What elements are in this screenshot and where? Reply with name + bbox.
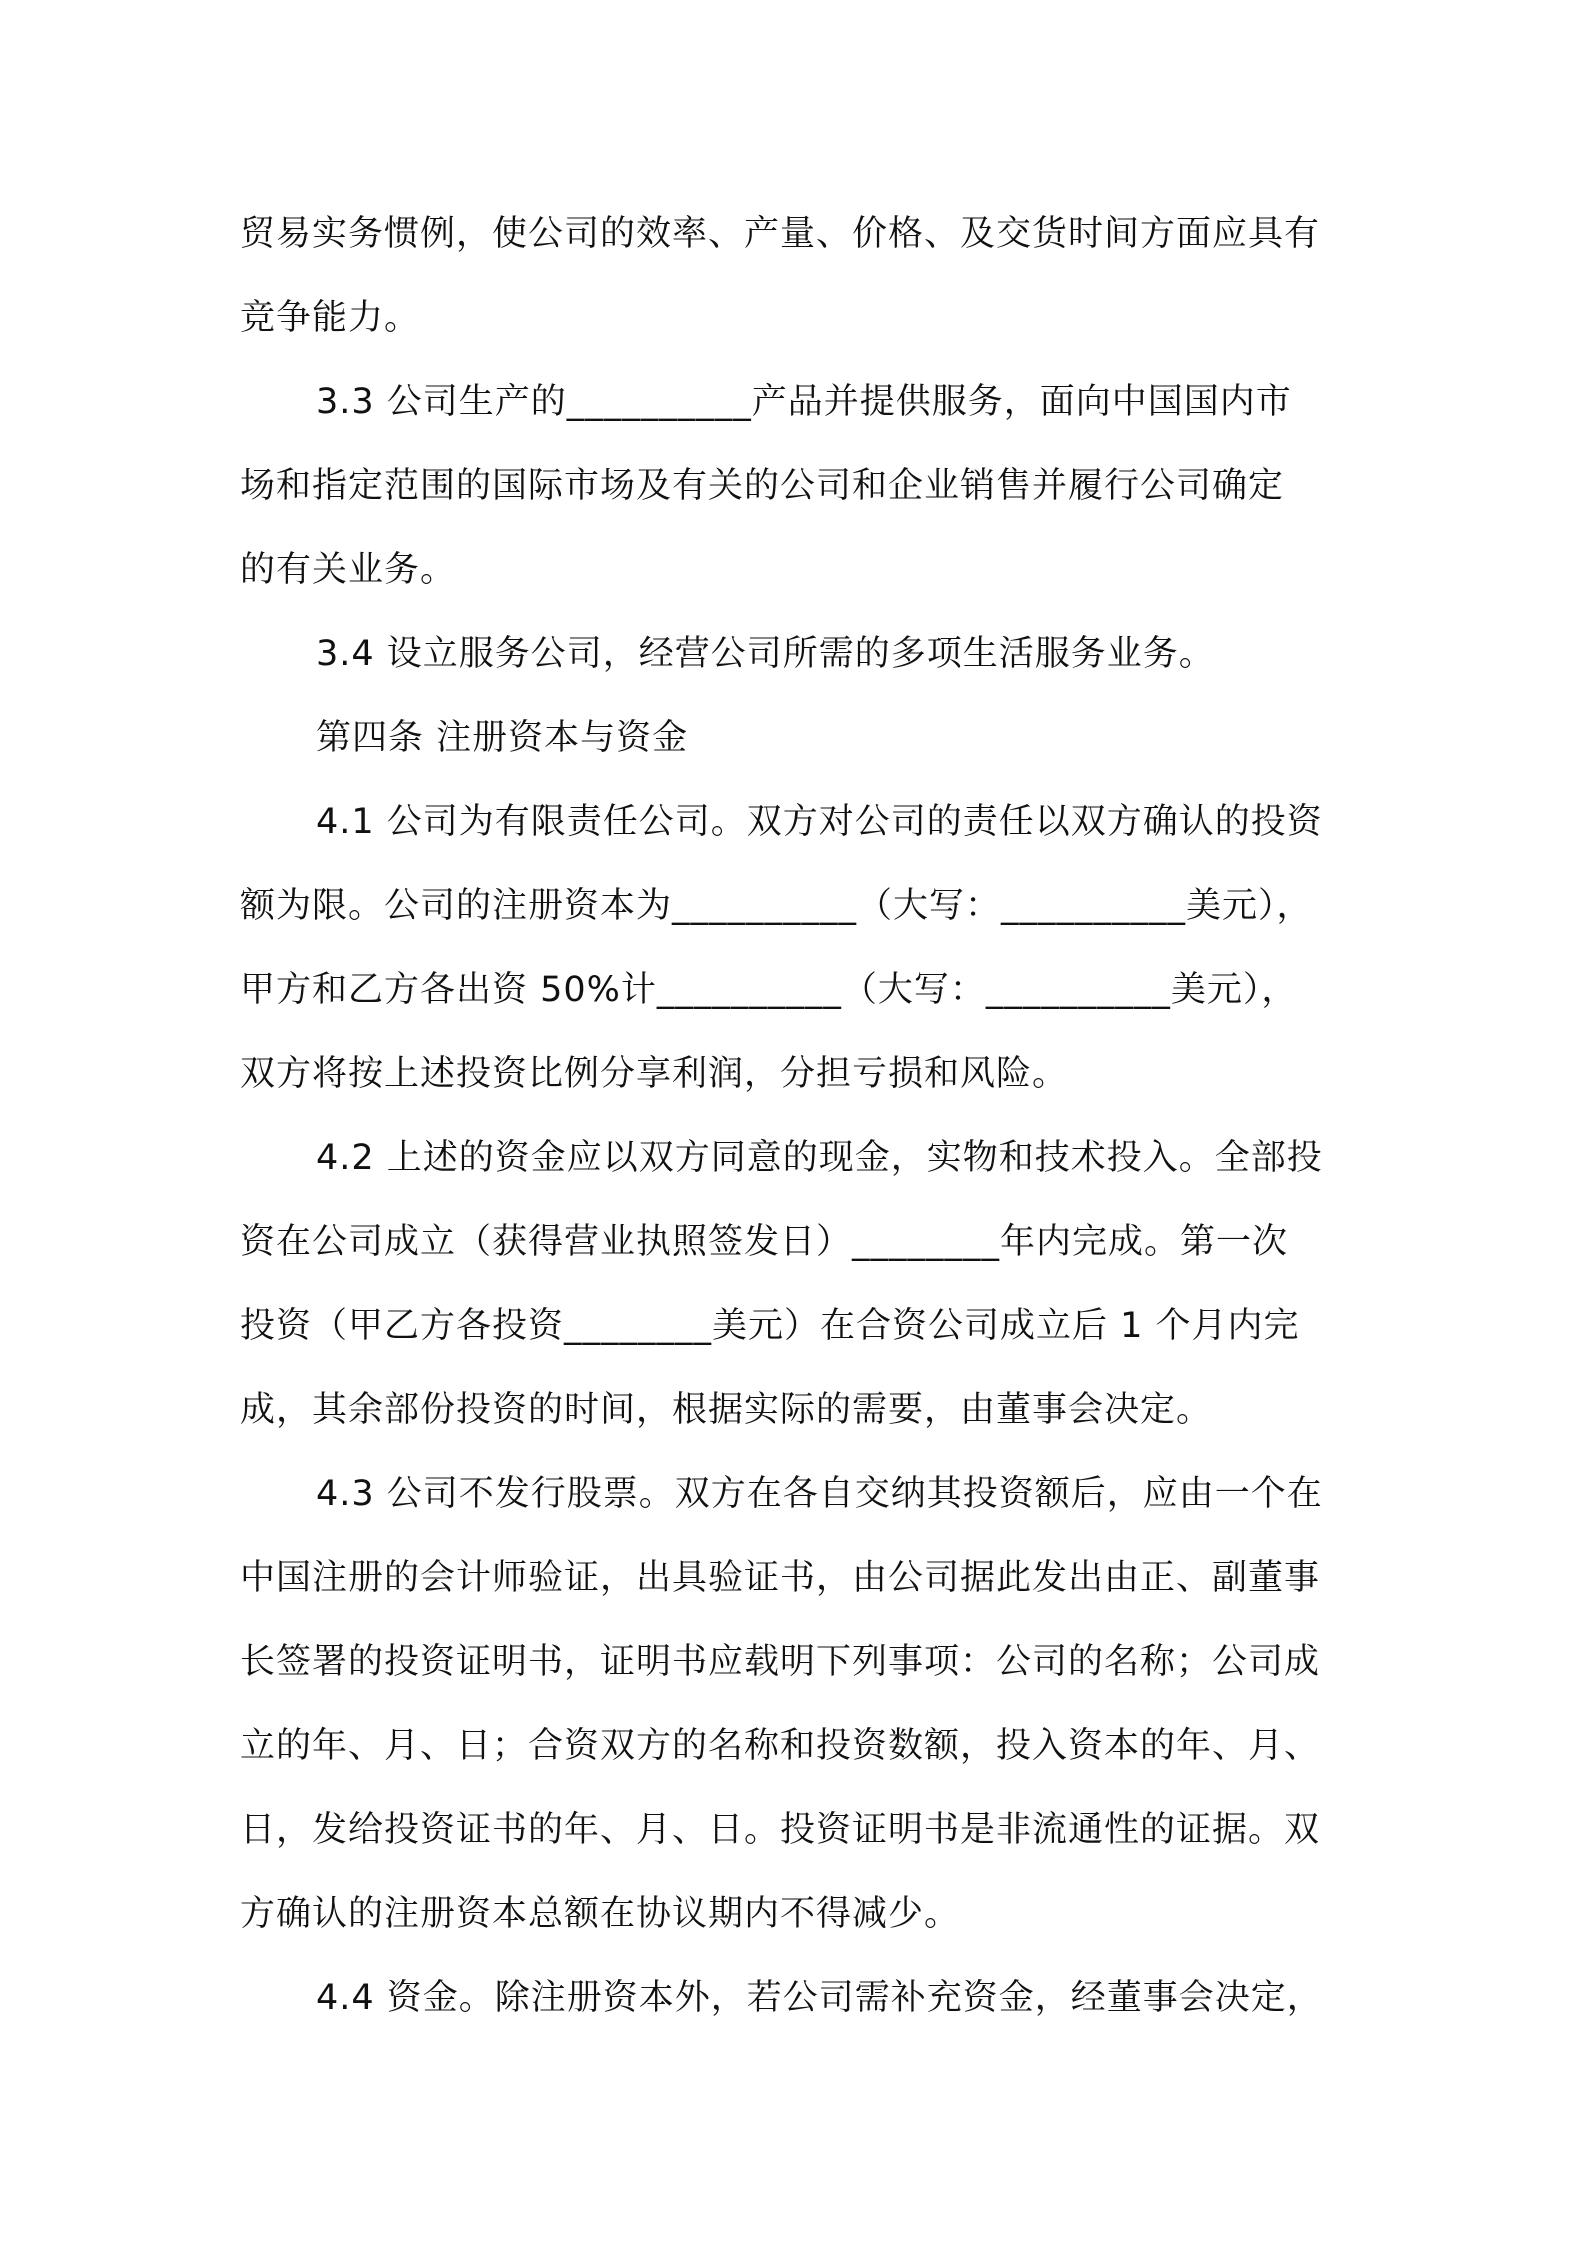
paragraph-p-4-1 [240,780,1360,1116]
paragraph-p-4-4 [240,1956,1360,2040]
text-line: 的有关业务。 [240,550,457,590]
text-line: 成，其余部份投资的时间，根据实际的需要，由董事会决定。 [240,1390,1213,1430]
text-line: 双方将按上述投资比例分享利润，分担亏损和风险。 [240,1054,1069,1094]
text-line: 立的年、月、日；合资双方的名称和投资数额，投入资本的年、月、 [240,1726,1321,1766]
text-line: 第四条 注册资本与资金 [316,718,689,758]
paragraph-p-3-3 [240,360,1360,612]
text-line: 3.3 公司生产的__________产品并提供服务，面向中国国内市 [316,382,1292,422]
text-line: 额为限。公司的注册资本为__________（大写：__________美元）， [240,886,1313,926]
text-line: 4.1 公司为有限责任公司。双方对公司的责任以双方确认的投资 [316,802,1323,842]
text-line: 资在公司成立（获得营业执照签发日）________年内完成。第一次 [240,1222,1289,1262]
text-line: 方确认的注册资本总额在协议期内不得减少。 [240,1894,961,1934]
document-body [240,192,1360,2040]
text-line: 中国注册的会计师验证，出具验证书，由公司据此发出由正、副董事 [240,1558,1321,1598]
text-line: 3.4 设立服务公司，经营公司所需的多项生活服务业务。 [316,634,1215,674]
text-line: 甲方和乙方各出资 50%计__________（大写：__________美元）， [240,970,1298,1010]
paragraph-p-3-4 [240,612,1360,696]
text-line: 竞争能力。 [240,298,421,338]
text-line: 长签署的投资证明书，证明书应载明下列事项：公司的名称；公司成 [240,1642,1321,1682]
text-line: 4.4 资金。除注册资本外，若公司需补充资金，经董事会决定， [316,1978,1323,2018]
text-line: 投资（甲乙方各投资________美元）在合资公司成立后 1 个月内完 [240,1306,1300,1346]
text-line: 日，发给投资证书的年、月、日。投资证明书是非流通性的证据。双 [240,1810,1321,1850]
paragraph-p-article-4 [240,696,1360,780]
paragraph-p-3-2-cont [240,192,1360,360]
text-line: 场和指定范围的国际市场及有关的公司和企业销售并履行公司确定 [240,466,1285,506]
paragraph-p-4-3 [240,1452,1360,1956]
text-line: 4.3 公司不发行股票。双方在各自交纳其投资额后，应由一个在 [316,1474,1323,1514]
paragraph-p-4-2 [240,1116,1360,1452]
text-line: 4.2 上述的资金应以双方同意的现金，实物和技术投入。全部投 [316,1138,1323,1178]
text-line: 贸易实务惯例，使公司的效率、产量、价格、及交货时间方面应具有 [240,214,1321,254]
